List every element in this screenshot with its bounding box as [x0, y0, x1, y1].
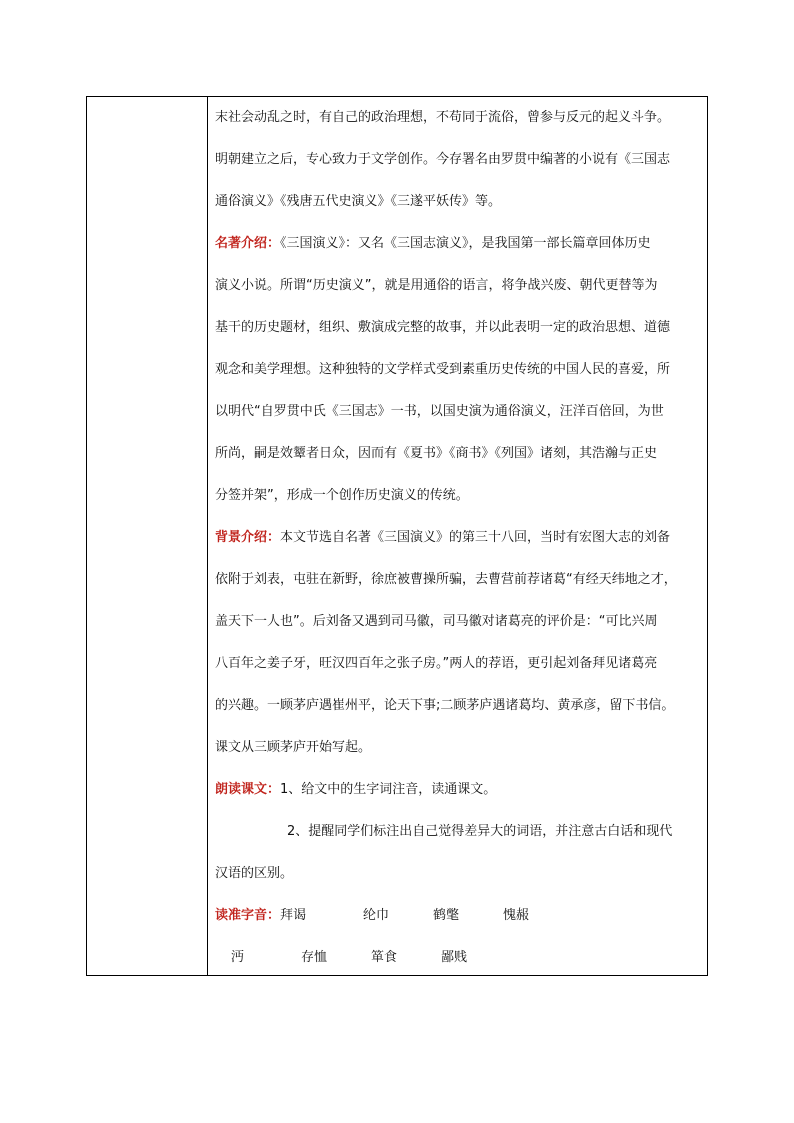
pronunciation-word: 拜谒 — [280, 908, 307, 923]
intro-line: 明朝建立之后，专心致力于文学创作。今存署名由罗贯中编著的小说有《三国志 — [215, 152, 671, 167]
background-line: 的兴趣。一顾茅庐遇崔州平，论天下事;二顾茅庐遇诸葛均、黄承彦，留下书信。 — [215, 698, 675, 713]
masterpiece-line: 所尚，嗣是效颦者日众，因而有《夏书》《商书》《列国》诸刻，其浩瀚与正史 — [215, 446, 658, 461]
background-label: 背景介绍： — [215, 530, 281, 545]
background-line: 盖天下一人也”。后刘备又遇到司马徽，司马徽对诸葛亮的评价是：“可比兴周 — [215, 614, 658, 629]
masterpiece-line: 分签并架”，形成一个创作历史演义的传统。 — [215, 488, 469, 503]
reading-item-2-line: 2、提醒同学们标注出自己觉得差异大的词语，并注意古白话和现代 — [287, 824, 673, 839]
intro-line: 通俗演义》《残唐五代史演义》《三遂平妖传》等。 — [215, 194, 502, 209]
intro-line: 末社会动乱之时，有自己的政治理想，不苟同于流俗，曾参与反元的起义斗争。 — [215, 110, 671, 125]
pronunciation-word: 愧赧 — [503, 908, 530, 923]
background-line: 八百年之姜子牙，旺汉四百年之张子房。”两人的荐语，更引起刘备拜见诸葛亮 — [215, 656, 658, 671]
pronunciation-row — [215, 907, 306, 925]
pronunciation-word: 箪食 — [371, 950, 398, 965]
background-text: 本文节选自名著《三国演义》的第三十八回，当时有宏图大志的刘备 — [280, 530, 671, 545]
pronunciation-word: 沔 — [231, 950, 245, 965]
masterpiece-intro-first-line — [215, 235, 651, 253]
reading-first-line — [215, 781, 496, 799]
pronunciation-label: 读准字音： — [215, 908, 281, 923]
background-line: 依附于刘表，屯驻在新野，徐庶被曹操所骗，去曹营前荐诸葛“有经天纬地之才， — [215, 572, 677, 587]
reading-item-2-line: 汉语的区别。 — [215, 866, 294, 881]
masterpiece-line: 以明代“自罗贯中氏《三国志》一书，以国史演为通俗演义，汪洋百倍回，为世 — [215, 404, 664, 419]
reading-label: 朗读课文： — [215, 782, 281, 797]
pronunciation-word: 存恤 — [301, 950, 328, 965]
background-intro-first-line — [215, 529, 670, 547]
masterpiece-label: 名著介绍： — [215, 236, 281, 251]
pronunciation-word: 鄙贱 — [441, 950, 468, 965]
pronunciation-word: 鹤氅 — [433, 908, 460, 923]
masterpiece-text: 《三国演义》：又名《三国志演义》，是我国第一部长篇章回体历史 — [280, 236, 651, 251]
masterpiece-line: 观念和美学理想。这种独特的文学样式受到素重历史传统的中国人民的喜爱，所 — [215, 362, 671, 377]
reading-item-1: 1、给文中的生字词注音，读通课文。 — [280, 782, 497, 797]
lesson-table — [86, 96, 708, 976]
masterpiece-line: 基干的历史题材，组织、敷演成完整的故事，并以此表明一定的政治思想、道德 — [215, 320, 671, 335]
pronunciation-word: 纶巾 — [363, 908, 390, 923]
masterpiece-line: 演义小说。所谓“历史演义”，就是用通俗的语言，将争战兴废、朝代更替等为 — [215, 278, 658, 293]
column-divider — [207, 97, 208, 975]
background-line: 课文从三顾茅庐开始写起。 — [215, 740, 372, 755]
